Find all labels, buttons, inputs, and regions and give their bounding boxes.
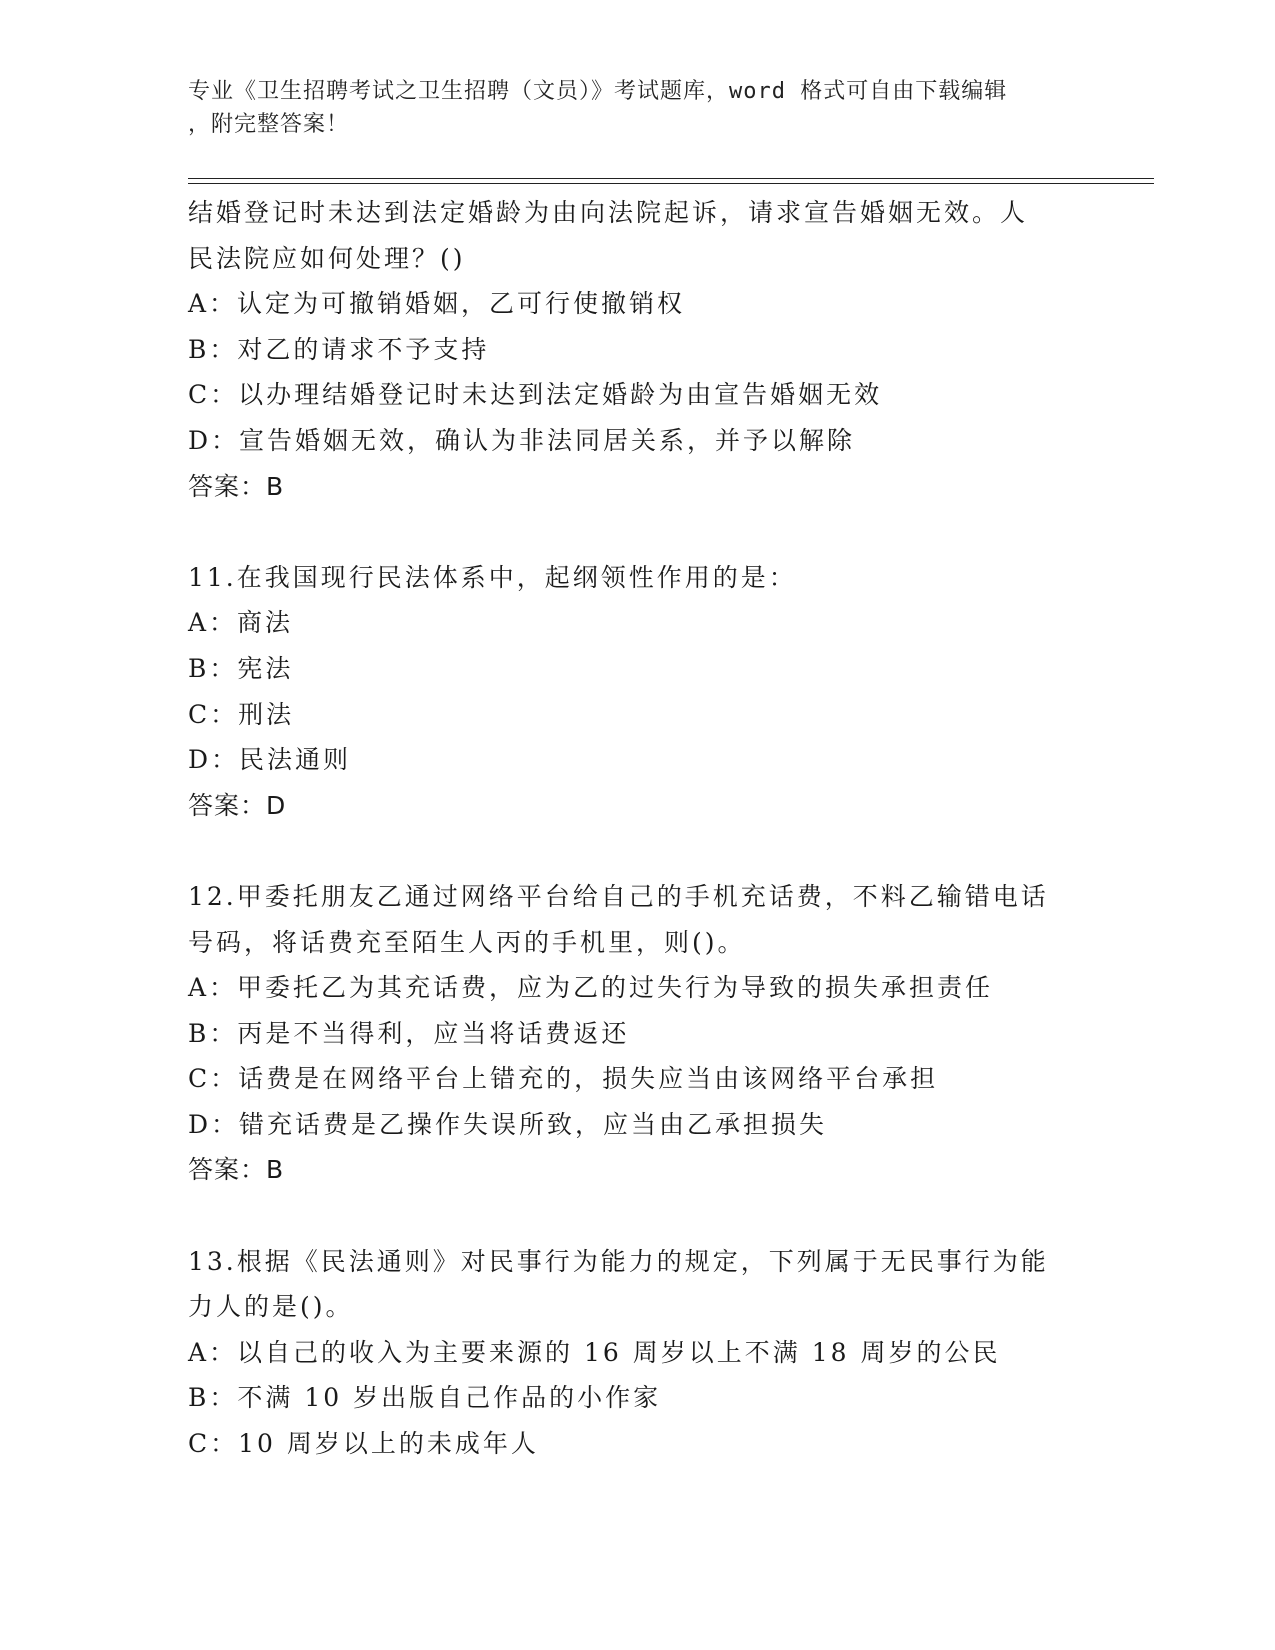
option-d: D：错充话费是乙操作失误所致，应当由乙承担损失 xyxy=(188,1109,828,1139)
option-a: A：认定为可撤销婚姻，乙可行使撤销权 xyxy=(188,289,686,319)
spacer xyxy=(188,1193,1128,1239)
option-b: B：不满 10 岁出版自己作品的小作家 xyxy=(188,1383,662,1413)
spacer xyxy=(188,828,1128,874)
spacer xyxy=(188,509,1128,555)
question-11 xyxy=(188,555,1128,829)
option-a: A：以自己的收入为主要来源的 16 周岁以上不满 18 周岁的公民 xyxy=(188,1337,1001,1367)
question-stem: 号码，将话费充至陌生人丙的手机里，则()。 xyxy=(188,927,746,957)
document-header xyxy=(188,75,1088,141)
option-c: C：话费是在网络平台上错充的，损失应当由该网络平台承担 xyxy=(188,1064,939,1094)
option-c: C：以办理结婚登记时未达到法定婚龄为由宣告婚姻无效 xyxy=(188,380,883,410)
option-a: A：甲委托乙为其充话费，应为乙的过失行为导致的损失承担责任 xyxy=(188,973,994,1003)
header-divider-top xyxy=(188,178,1154,179)
question-12 xyxy=(188,874,1128,1193)
question-stem: 13.根据《民法通则》对民事行为能力的规定，下列属于无民事行为能 xyxy=(188,1246,1049,1276)
header-divider-bottom xyxy=(188,183,1154,184)
answer-line: 答案：B xyxy=(188,471,285,501)
header-title-line1: 专业《卫生招聘考试之卫生招聘（文员）》考试题库，word 格式可自由下载编辑 xyxy=(188,79,1008,104)
question-13 xyxy=(188,1239,1128,1467)
question-list xyxy=(188,190,1128,1467)
option-d: D：宣告婚姻无效，确认为非法同居关系，并予以解除 xyxy=(188,425,856,455)
option-b: B：丙是不当得利，应当将话费返还 xyxy=(188,1018,630,1048)
question-10 xyxy=(188,190,1128,509)
option-a: A：商法 xyxy=(188,608,294,638)
option-b: B：宪法 xyxy=(188,653,294,683)
question-stem: 民法院应如何处理？() xyxy=(188,243,466,273)
option-d: D：民法通则 xyxy=(188,745,352,775)
question-stem: 结婚登记时未达到法定婚龄为由向法院起诉，请求宣告婚姻无效。人 xyxy=(188,198,1029,227)
question-stem: 力人的是()。 xyxy=(188,1292,354,1322)
header-title-line2: ，附完整答案！ xyxy=(188,112,350,137)
option-c: C：刑法 xyxy=(188,699,295,729)
answer-line: 答案：D xyxy=(188,790,287,820)
option-b: B：对乙的请求不予支持 xyxy=(188,334,490,364)
question-stem: 12.甲委托朋友乙通过网络平台给自己的手机充话费，不料乙输错电话 xyxy=(188,881,1049,911)
answer-line: 答案：B xyxy=(188,1155,285,1185)
option-c: C：10 周岁以上的未成年人 xyxy=(188,1429,539,1459)
question-stem: 11.在我国现行民法体系中，起纲领性作用的是： xyxy=(188,562,797,592)
